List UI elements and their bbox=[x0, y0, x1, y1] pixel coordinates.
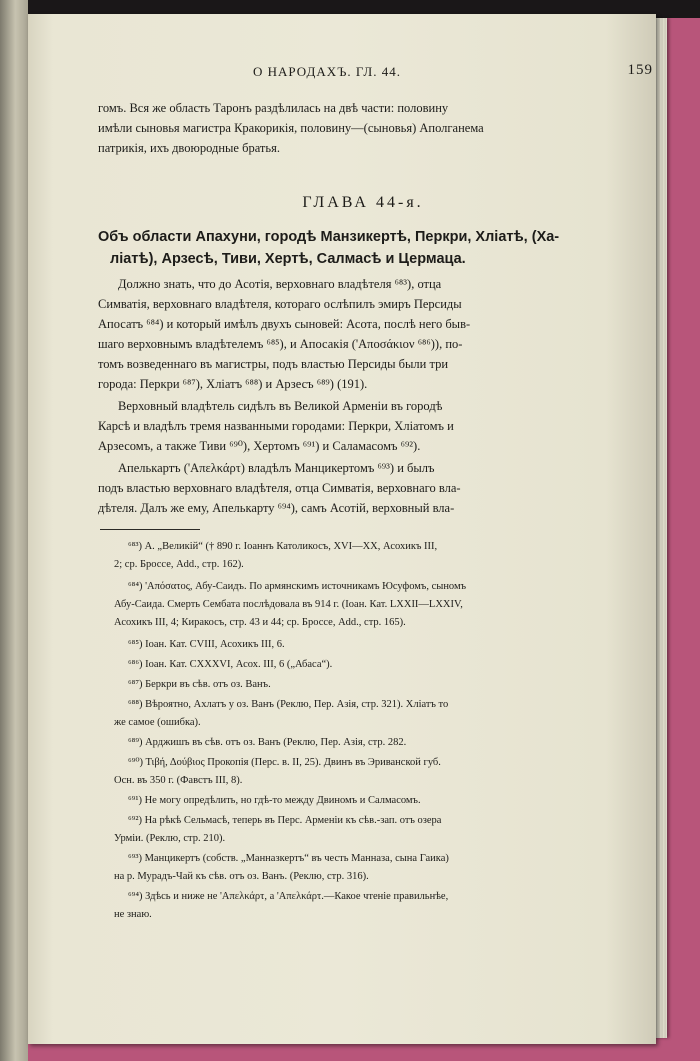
footnote-line: ⁶⁸⁶) Іоан. Кат. CXXXVI, Асох. III, 6 („Абаса“). bbox=[128, 659, 333, 670]
footnote-line: ⁶⁸⁹) Арджишъ въ сѣв. отъ оз. Ванъ (Реклю, Пер. Азія, стр. 282. bbox=[128, 737, 407, 748]
body-line: Арзесомъ, а также Тиви ⁶⁹⁰), Хертомъ ⁶⁹¹) и Саламасомъ ⁶⁹²). bbox=[98, 439, 421, 453]
footnote-line: Асохикъ III, 4; Киракосъ, стр. 43 и 44; ср. Броссе, Add., стр. 165). bbox=[114, 617, 406, 628]
body-line: города: Перкри ⁶⁸⁷), Хліатъ ⁶⁸⁸) и Арзесъ ⁶⁸⁹) (191). bbox=[98, 377, 368, 391]
footnote-line: Абу-Саида. Смерть Сембата послѣдовала въ 914 г. (Іоан. Кат. LXXII—LXXIV, bbox=[114, 599, 463, 610]
running-head-title: О НАРОДАХЪ. ГЛ. 44. bbox=[253, 64, 401, 79]
footnote-line: на р. Мурадъ-Чай къ сѣв. отъ оз. Ванъ. (Реклю, стр. 316). bbox=[114, 871, 369, 882]
footnote-line: ⁶⁸⁴) 'Απόσατος, Абу-Саидъ. По армянскимъ источникамъ Юсуфомъ, сыномъ bbox=[128, 581, 467, 592]
page-number: 159 bbox=[627, 62, 653, 78]
footnote-line: 2; ср. Броссе, Add., стр. 162). bbox=[114, 559, 244, 570]
body-line: дѣтеля. Далъ же ему, Апелькарту ⁶⁹⁴), самъ Асотій, верховный вла- bbox=[98, 501, 455, 515]
chapter-heading-line: Объ области Апахуни, городѣ Манзикертѣ, Перкри, Хліатѣ, (Ха- bbox=[98, 229, 560, 245]
footnote-line: ⁶⁸⁷) Беркри въ сѣв. отъ оз. Ванъ. bbox=[128, 679, 271, 690]
body-line: томъ возведеннаго въ магистры, подъ властью Персиды были три bbox=[98, 357, 449, 371]
book-page bbox=[28, 14, 656, 1044]
body-line: Апелькартъ ('Απελκάρτ) владѣлъ Манцикертомъ ⁶⁹³) и былъ bbox=[118, 461, 435, 475]
footnote-line: Осн. въ 350 г. (Фавстъ III, 8). bbox=[114, 775, 243, 786]
footnote-line: ⁶⁸³) А. „Великій“ († 890 г. Іоаннъ Католикосъ, XVI—XX, Асохикъ III, bbox=[128, 541, 438, 552]
body-line: Должно знать, что до Асотія, верховнаго владѣтеля ⁶⁸³), отца bbox=[118, 277, 442, 291]
footnote-line: ⁶⁸⁸) Вѣроятно, Ахлатъ у оз. Ванъ (Реклю, Пер. Азія, стр. 321). Хліатъ то bbox=[128, 699, 449, 710]
body-line: Апосатъ ⁶⁸⁴) и который имѣлъ двухъ сыновей: Асота, послѣ него быв- bbox=[98, 317, 471, 331]
running-head bbox=[253, 62, 653, 82]
footnote-line: же самое (ошибка). bbox=[114, 717, 201, 728]
body-line: Карсѣ и владѣлъ тремя названными городами: Перкри, Хліатомъ и bbox=[98, 419, 454, 433]
footnote-rule bbox=[100, 529, 200, 530]
body-line: шаго верховнымъ владѣтелемъ ⁶⁸⁵), и Апосакія ('Αποσάκιον ⁶⁸⁶)), по- bbox=[98, 337, 463, 351]
footnote-line: ⁶⁹¹) Не могу опредѣлить, но гдѣ-то между Двиномъ и Салмасомъ. bbox=[128, 795, 421, 806]
intro-line: имѣли сыновья магистра Кракорикія, половину—(сыновья) Аполганема bbox=[98, 121, 484, 135]
chapter-heading-line: ліатѣ), Арзесѣ, Тиви, Хертѣ, Салмасѣ и Цермаца. bbox=[110, 251, 466, 267]
footnote-line: ⁶⁹⁴) Здѣсь и ниже не 'Απελκάρτ, а 'Απελκάρτ.—Какое чтеніе правильнѣе, bbox=[128, 891, 449, 902]
body-line: подъ властью верховнаго владѣтеля, отца Симватія, верховнаго вла- bbox=[98, 481, 461, 495]
footnote-line: не знаю. bbox=[114, 909, 152, 920]
intro-line: гомъ. Вся же область Таронъ раздѣлилась на двѣ части: половину bbox=[98, 101, 449, 115]
footnote-line: ⁶⁸⁵) Іоан. Кат. CVIII, Асохикъ III, 6. bbox=[128, 639, 285, 650]
footnote-line: Урміи. (Реклю, стр. 210). bbox=[114, 833, 226, 844]
footnote-line: ⁶⁹³) Манцикертъ (собств. „Манназкертъ“ въ честь Манназа, сына Гаика) bbox=[128, 853, 449, 864]
footnote-line: ⁶⁹²) На рѣкѣ Сельмасѣ, теперь въ Перс. Арменіи къ сѣв.-зап. отъ озера bbox=[128, 815, 442, 826]
body-line: Верховный владѣтель сидѣлъ въ Великой Арменіи въ городѣ bbox=[118, 399, 443, 413]
intro-line: патрикія, ихъ двоюродные братья. bbox=[98, 141, 280, 155]
chapter-title: ГЛАВА 44-я. bbox=[302, 194, 424, 211]
footnote-line: ⁶⁹⁰) Τιβή, Δούβιος Прокопія (Перс. в. II, 25). Двинъ въ Эриванской губ. bbox=[128, 757, 441, 768]
facing-page-edge bbox=[0, 0, 28, 1061]
body-line: Симватія, верховнаго владѣтеля, котораго ослѣпилъ эмиръ Персиды bbox=[98, 297, 462, 311]
